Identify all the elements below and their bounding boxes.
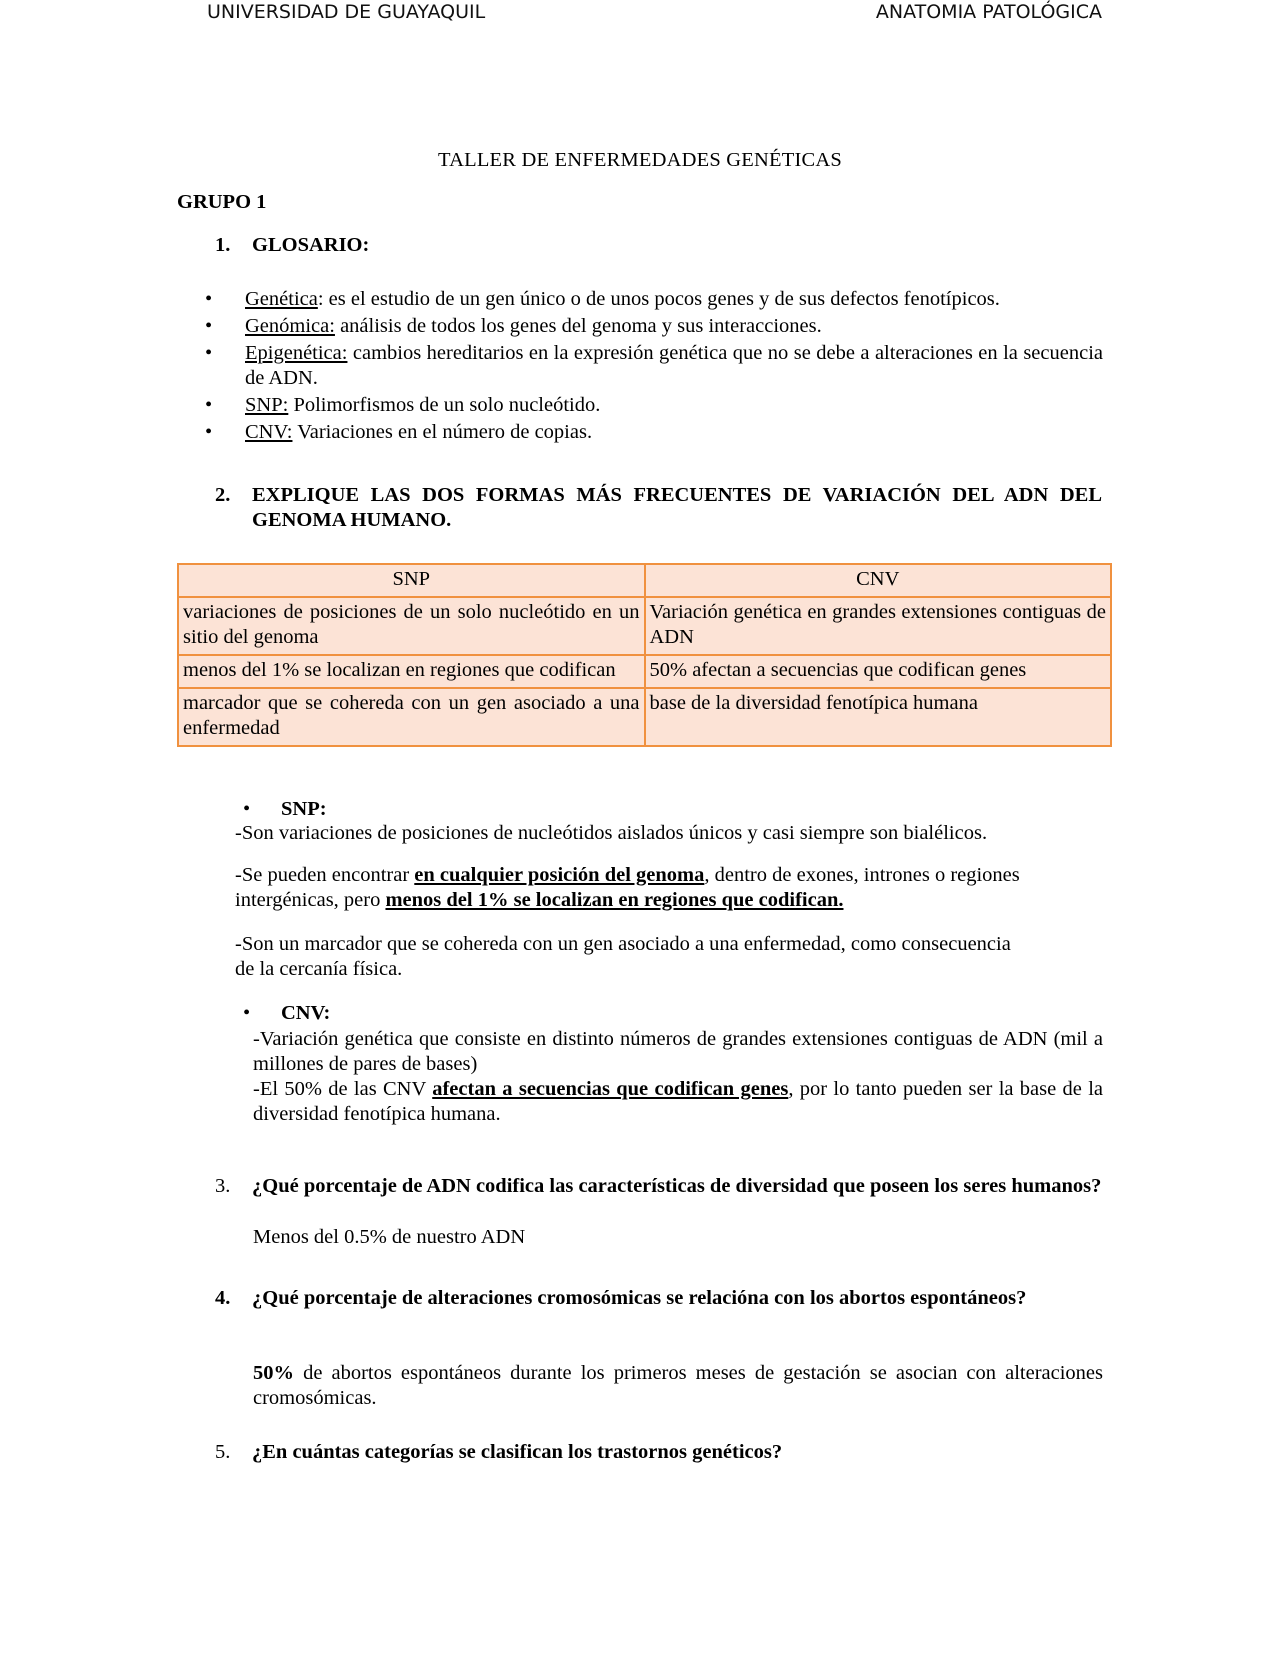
section4-answer-text: de abortos espontáneos durante los primeros meses de gestación se asocian con alteraciones cromosómicas. [253, 1362, 1103, 1409]
glossary-item [205, 420, 1103, 445]
snp-label: SNP: [281, 798, 327, 820]
cnv-label: CNV: [281, 1002, 331, 1024]
cnv-p2-emphasis: afectan a secuencias que codifican genes [432, 1078, 789, 1100]
glossary-term: Genética [245, 288, 318, 310]
snp-p2-emphasis: menos del 1% se localizan en regiones que codifican. [385, 889, 844, 911]
glossary-definition: Polimorfismos de un solo nucleótido. [288, 394, 601, 416]
glossary-list [205, 287, 1103, 445]
glossary-term: CNV: [245, 421, 293, 443]
snp-p2-emphasis: en cualquier posición del genoma [414, 864, 705, 886]
table-header-cnv: CNV [645, 564, 1112, 597]
group-label: GRUPO 1 [177, 191, 267, 213]
table-cell: base de la diversidad fenotípica humana [645, 688, 1112, 746]
snp-p2-text: , dentro de exones, intrones o regiones intergénicas, pero [235, 864, 1020, 911]
snp-subheading [243, 797, 327, 822]
bullet-icon: • [205, 288, 213, 310]
glossary-definition: cambios hereditarios en la expresión genética que no se debe a alteraciones en la secuencia de ADN. [245, 342, 1103, 389]
section1-number: 1. [215, 234, 231, 256]
section4-question: ¿Qué porcentaje de alteraciones cromosómicas se relacióna con los abortos espontáneos? [252, 1287, 1027, 1309]
bullet-icon: • [243, 798, 251, 820]
bullet-icon: • [205, 421, 213, 443]
header-university: UNIVERSIDAD DE GUAYAQUIL [207, 1, 486, 23]
bullet-icon: • [205, 342, 213, 364]
glossary-item [205, 314, 1103, 339]
cnv-subheading [243, 1001, 330, 1026]
table-row [178, 655, 1111, 688]
bullet-icon: • [205, 394, 213, 416]
section4-answer [253, 1361, 1103, 1411]
snp-p2-text: -Se pueden encontrar [235, 864, 415, 886]
glossary-sep: : [317, 288, 324, 310]
section2-number: 2. [215, 484, 231, 506]
glossary-term: Genómica: [245, 315, 335, 337]
table-cell: 50% afectan a secuencias que codifican genes [645, 655, 1112, 688]
table-cell: Variación genética en grandes extensiones contiguas de ADN [645, 597, 1112, 655]
glossary-term: SNP: [245, 394, 289, 416]
snp-paragraph-3: -Son un marcador que se cohereda con un gen asociado a una enfermedad, como consecuencia de la cercanía física. [235, 933, 1011, 980]
cnv-p2-text: , por lo tanto pueden ser la base de la diversidad fenotípica humana. [253, 1078, 1103, 1125]
section2-heading: EXPLIQUE LAS DOS FORMAS MÁS FRECUENTES DE VARIACIÓN DEL ADN DEL GENOMA HUMANO. [252, 484, 1102, 531]
cnv-paragraph-1: -Variación genética que consiste en distinto números de grandes extensiones contiguas de ADN (mil a millones de pares de bases) [253, 1028, 1103, 1075]
glossary-item [205, 393, 1103, 418]
glossary-definition: es el estudio de un gen único o de unos pocos genes y de sus defectos fenotípicos. [323, 288, 1000, 310]
glossary-definition: Variaciones en el número de copias. [292, 421, 593, 443]
table-row [178, 597, 1111, 655]
section1-heading: GLOSARIO: [252, 234, 370, 256]
table-cell: menos del 1% se localizan en regiones que codifican [178, 655, 645, 688]
section3-answer: Menos del 0.5% de nuestro ADN [253, 1226, 526, 1248]
section4-answer-value: 50% [253, 1362, 294, 1384]
section4-number: 4. [215, 1287, 231, 1309]
page-title: TALLER DE ENFERMEDADES GENÉTICAS [438, 149, 842, 171]
section3-question: ¿Qué porcentaje de ADN codifica las características de diversidad que poseen los seres humanos? [252, 1175, 1102, 1197]
table-header-row [178, 564, 1111, 597]
table-row [178, 688, 1111, 746]
section5-number: 5. [215, 1441, 231, 1463]
table-cell: marcador que se cohereda con un gen asociado a una enfermedad [178, 688, 645, 746]
glossary-item [205, 341, 1103, 391]
table-header-snp: SNP [178, 564, 645, 597]
glossary-definition: análisis de todos los genes del genoma y sus interacciones. [334, 315, 822, 337]
table-cell: variaciones de posiciones de un solo nucleótido en un sitio del genoma [178, 597, 645, 655]
snp-paragraph-1: -Son variaciones de posiciones de nucleótidos aislados únicos y casi siempre son bialélicos. [235, 822, 988, 844]
glossary-item [205, 287, 1103, 312]
bullet-icon: • [243, 1002, 251, 1024]
glossary-term: Epigenética: [245, 342, 348, 364]
section3-number: 3. [215, 1175, 231, 1197]
header-subject: ANATOMIA PATOLÓGICA [875, 1, 1102, 23]
cnv-paragraph-2 [253, 1077, 1103, 1127]
snp-paragraph-2 [235, 863, 1035, 913]
cnv-p2-text: -El 50% de las CNV [253, 1078, 433, 1100]
comparison-table [177, 563, 1112, 747]
bullet-icon: • [205, 315, 213, 337]
section5-question: ¿En cuántas categorías se clasifican los trastornos genéticos? [252, 1441, 783, 1463]
